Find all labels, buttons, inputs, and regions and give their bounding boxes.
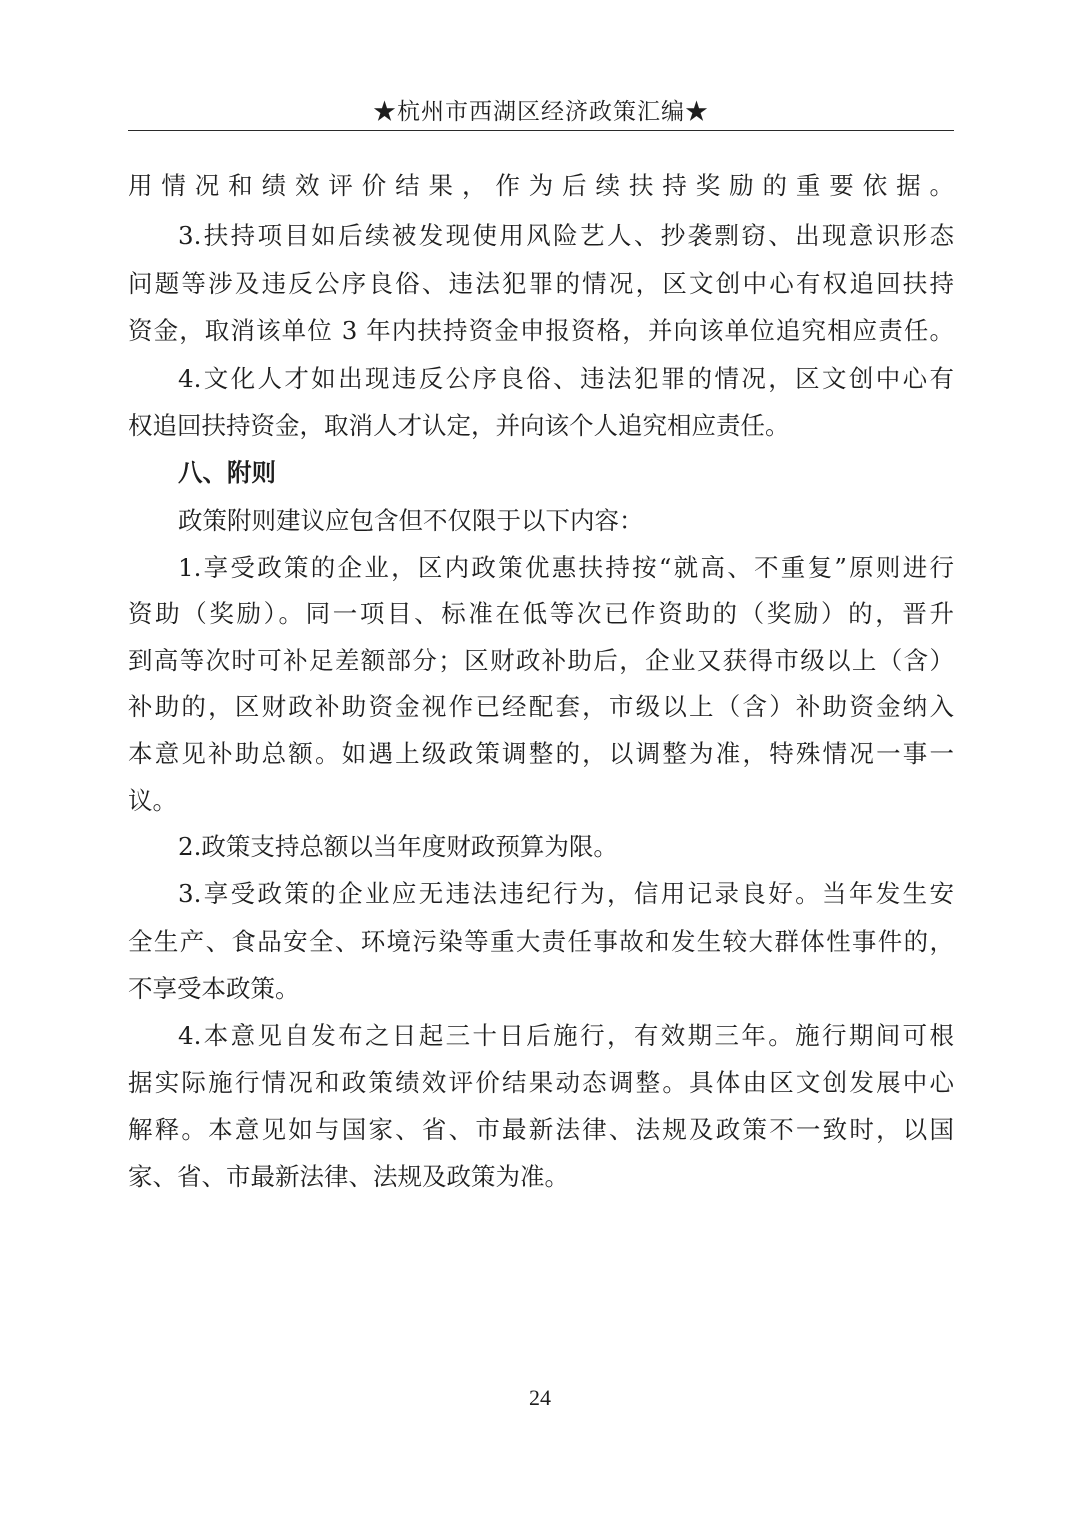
body-line-9: 1.享受政策的企业，区内政策优惠扶持按“就高、不重复”原则进行 xyxy=(178,553,954,582)
body-line-4: 资金，取消该单位 3 年内扶持资金申报资格，并向该单位追究相应责任。 xyxy=(128,316,954,345)
body-line-8: 政策附则建议应包含但不仅限于以下内容： xyxy=(178,506,644,535)
body-line-10: 资助（奖励）。同一项目、标准在低等次已作资助的（奖励）的，晋升 xyxy=(128,599,954,628)
body-line-21: 解释。本意见如与国家、省、市最新法律、法规及政策不一致时，以国 xyxy=(128,1115,954,1144)
body-line-19: 4.本意见自发布之日起三十日后施行，有效期三年。施行期间可根 xyxy=(178,1021,954,1050)
body-line-2: 3.扶持项目如后续被发现使用风险艺人、抄袭剽窃、出现意识形态 xyxy=(178,221,954,250)
body-line-15: 2.政策支持总额以当年度财政预算为限。 xyxy=(178,832,618,861)
body-line-12: 补助的，区财政补助资金视作已经配套，市级以上（含）补助资金纳入 xyxy=(128,692,954,721)
body-line-22: 家、省、市最新法律、法规及政策为准。 xyxy=(128,1162,569,1191)
body-line-17: 全生产、食品安全、环境污染等重大责任事故和发生较大群体性事件的， xyxy=(128,927,954,956)
page-number: 24 xyxy=(529,1385,551,1410)
body-line-1: 用情况和绩效评价结果，作为后续扶持奖励的重要依据。 xyxy=(128,171,954,200)
body-line-18: 不享受本政策。 xyxy=(128,974,300,1003)
body-line-3: 问题等涉及违反公序良俗、违法犯罪的情况，区文创中心有权追回扶持 xyxy=(128,269,954,298)
body-line-13: 本意见补助总额。如遇上级政策调整的，以调整为准，特殊情况一事一 xyxy=(128,739,954,768)
body-line-5: 4.文化人才如出现违反公序良俗、违法犯罪的情况，区文创中心有 xyxy=(178,364,954,393)
body-line-20: 据实际施行情况和政策绩效评价结果动态调整。具体由区文创发展中心 xyxy=(128,1068,954,1097)
page-header-title: ★杭州市西湖区经济政策汇编★ xyxy=(373,99,709,125)
body-line-11: 到高等次时可补足差额部分；区财政补助后，企业又获得市级以上（含） xyxy=(128,646,954,675)
body-line-14: 议。 xyxy=(128,786,177,815)
section-heading: 八、附则 xyxy=(178,458,276,487)
body-line-6: 权追回扶持资金，取消人才认定，并向该个人追究相应责任。 xyxy=(128,411,790,440)
header-divider xyxy=(128,130,954,131)
body-line-16: 3.享受政策的企业应无违法违纪行为，信用记录良好。当年发生安 xyxy=(178,879,954,908)
